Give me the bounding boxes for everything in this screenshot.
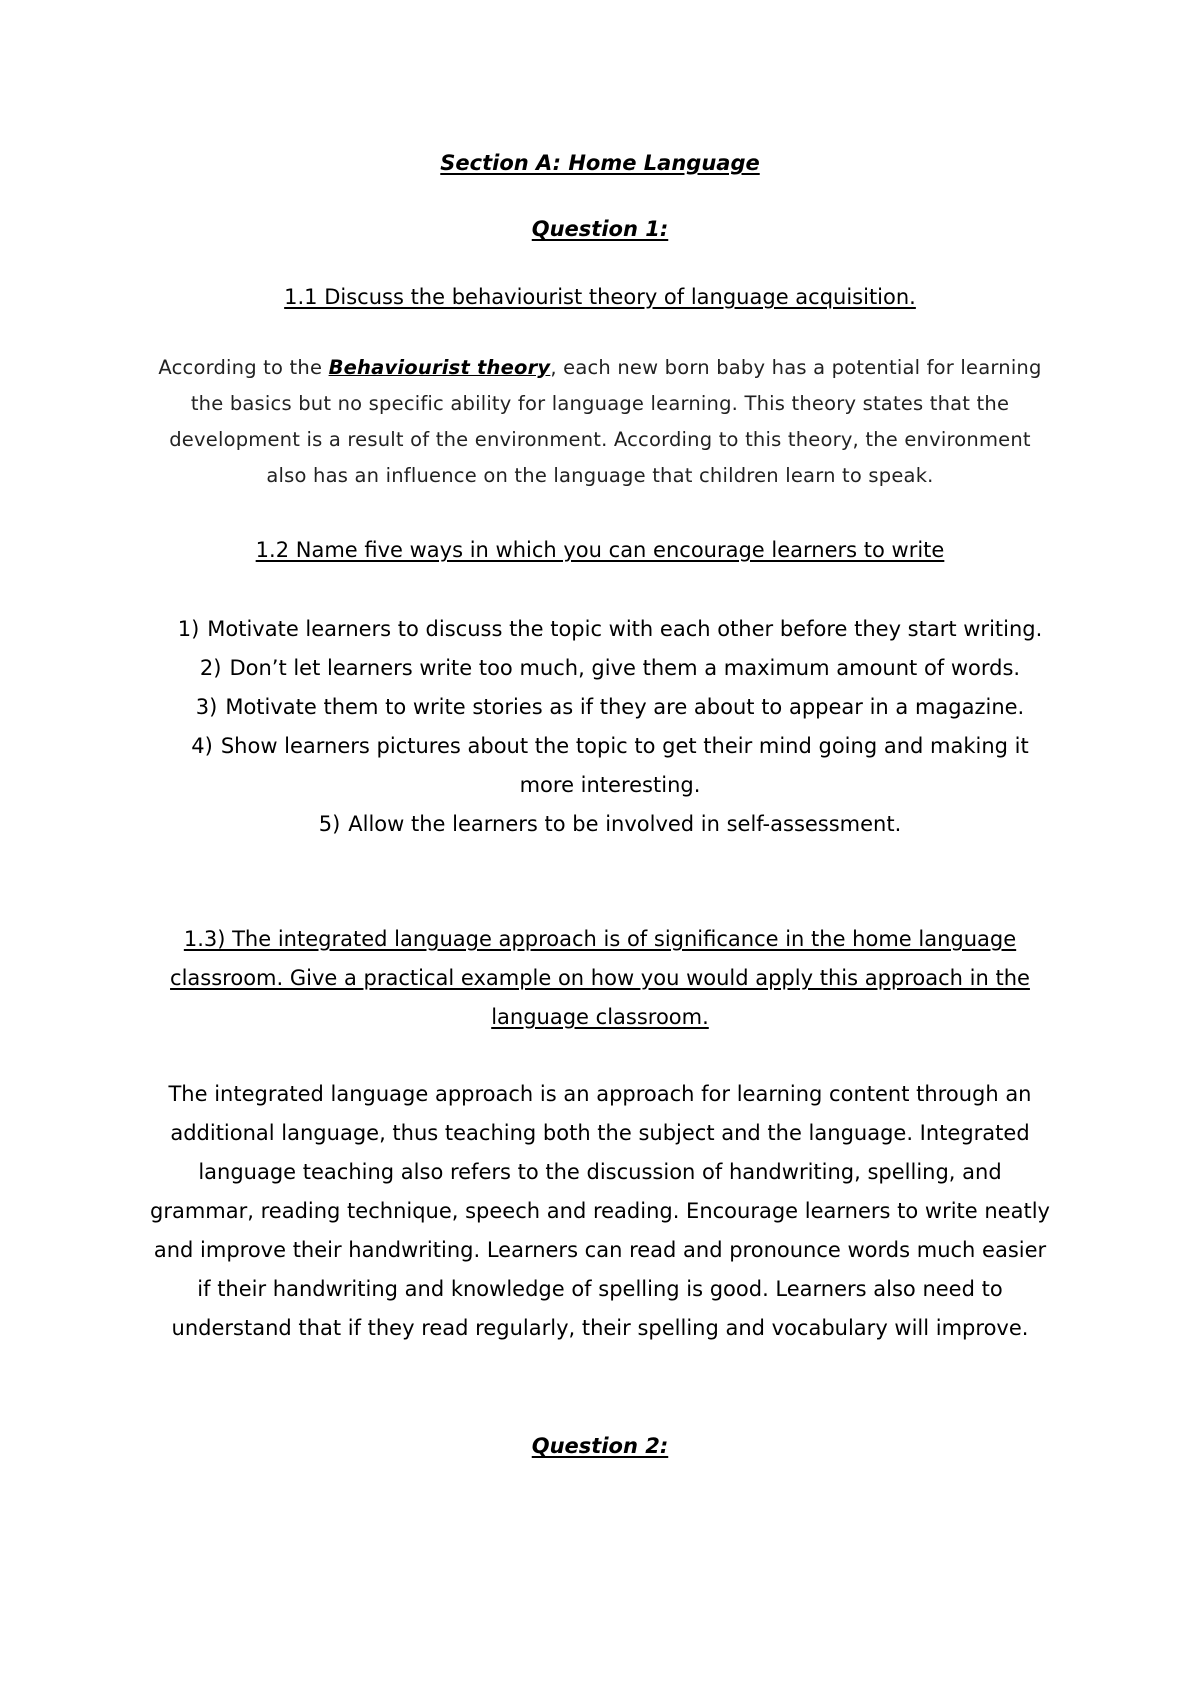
question-1-title: Question 1: xyxy=(531,217,669,241)
question-1-2-heading: 1.2 Name five ways in which you can encourage learners to write xyxy=(255,538,945,562)
answer-prefix: According to the xyxy=(158,356,329,379)
question-1-3-answer: The integrated language approach is an approach for learning content through an additional language, thus teaching both the subject and the language. Integrated language teaching also refers to the discussion of handwriting, spelling, and grammar, reading technique, speech and reading. Encourage learners to write neatly and improve their handwriting. Learners can read and pronounce words much easier if their handwriting and knowledge of spelling is good. Learners also need to understand that if they read regularly, their spelling and vocabulary will improve. xyxy=(150,1082,1050,1340)
question-1-3-heading: 1.3) The integrated language approach is of significance in the home language classroom. Give a practical example on how you would apply this approach in the language classroom. xyxy=(170,927,1030,1029)
question-1-1-answer xyxy=(150,350,1050,494)
encourage-writing-list xyxy=(165,610,1055,844)
answer-rest: , each new born baby has a potential for learning the basics but no specific ability for language learning. This theory states that the development is a result of the environment. According to this theory, the environment also has an influence on the language that children learn to speak. xyxy=(169,356,1042,487)
question-1-1-heading: 1.1 Discuss the behaviourist theory of language acquisition. xyxy=(284,285,916,309)
list-item: 4) Show learners pictures about the topic to get their mind going and making it more interesting. xyxy=(191,734,1029,797)
list-item: 5) Allow the learners to be involved in self-assessment. xyxy=(318,812,902,836)
behaviourist-theory-term: Behaviourist theory xyxy=(328,356,551,379)
question-2-title: Question 2: xyxy=(531,1434,669,1458)
section-title: Section A: Home Language xyxy=(440,151,760,175)
list-item: 1) Motivate learners to discuss the topic with each other before they start writing. xyxy=(177,617,1043,641)
list-item: 3) Motivate them to write stories as if they are about to appear in a magazine. xyxy=(195,695,1025,719)
list-item: 2) Don’t let learners write too much, give them a maximum amount of words. xyxy=(199,656,1021,680)
